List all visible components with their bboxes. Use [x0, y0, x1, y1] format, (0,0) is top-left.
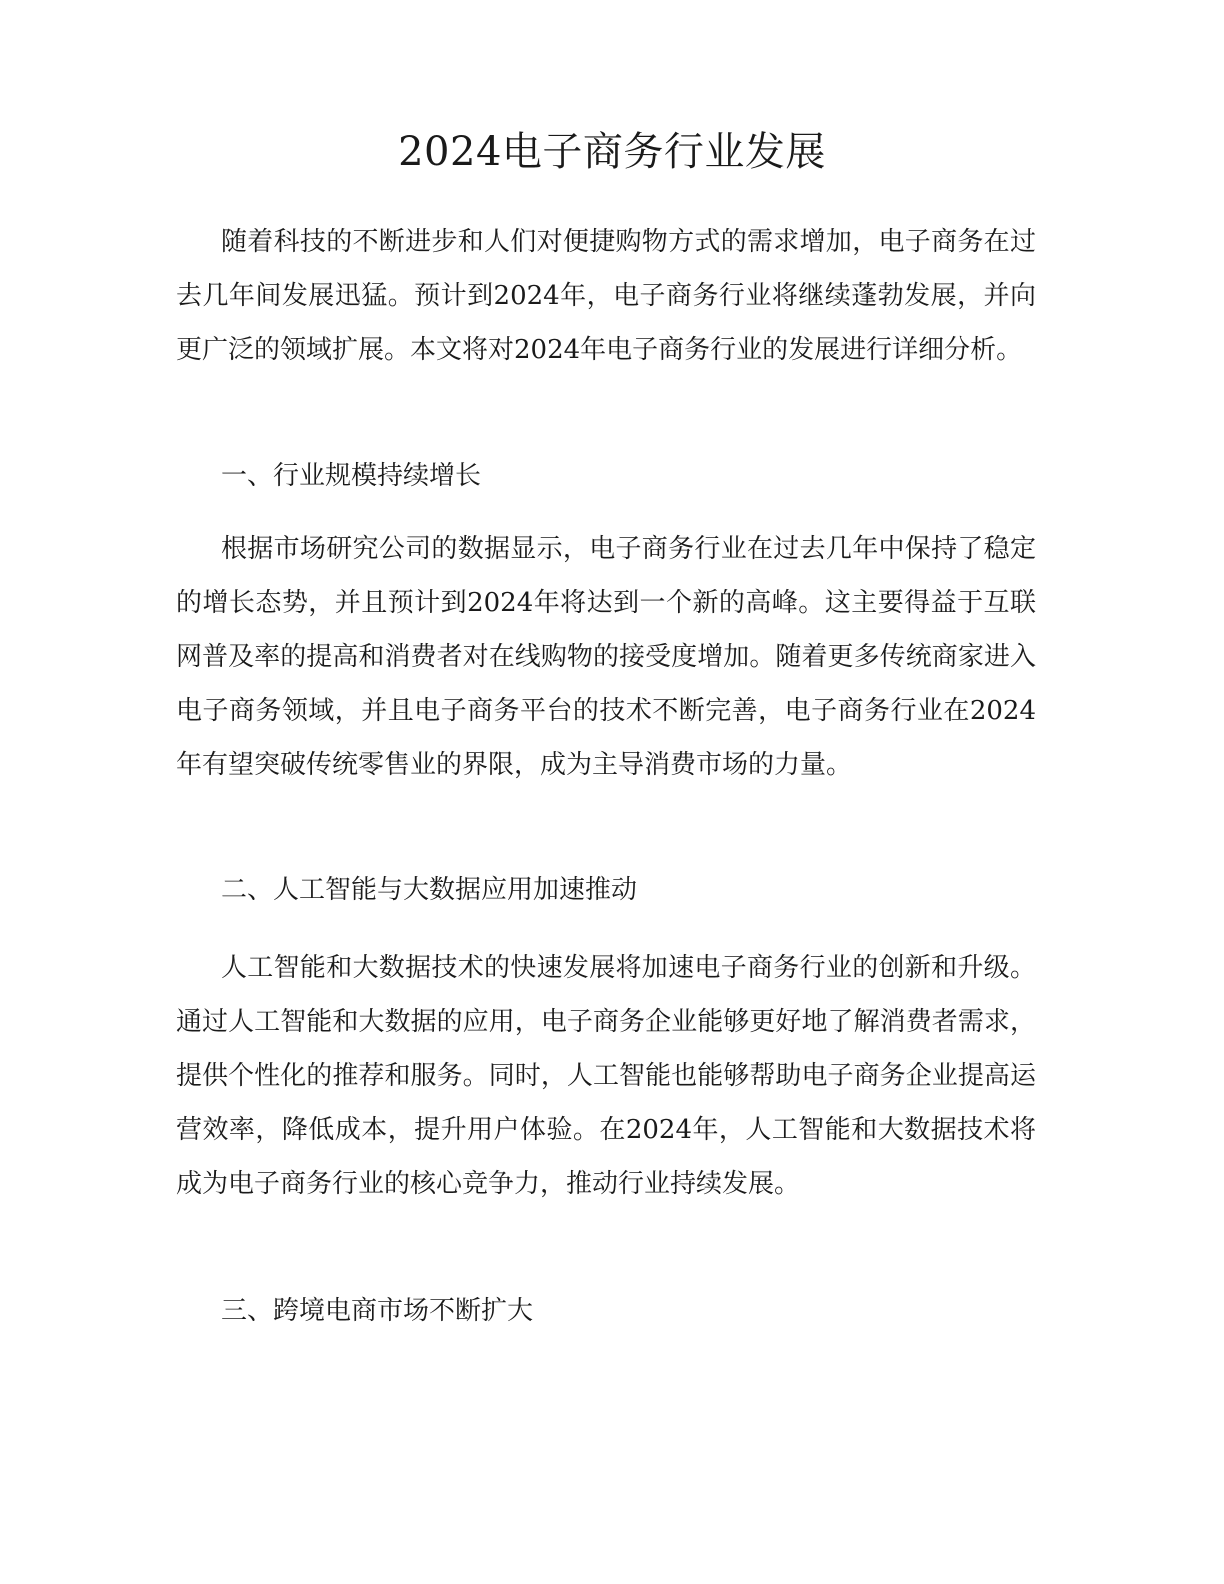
- section-heading-1: 一、行业规模持续增长: [221, 461, 482, 491]
- section-body-1: 根据市场研究公司的数据显示，电子商务行业在过去几年中保持了稳定的增长态势，并且预计到2024年将达到一个新的高峰。这主要得益于互联网普及率的提高和消费者对在线购物的接受度增加。随着更多传统商家进入电子商务领域，并且电子商务平台的技术不断完善，电子商务行业在2024年有望突破传统零售业的界限，成为主导消费市场的力量。: [176, 534, 1036, 780]
- section-heading-3: 三、跨境电商市场不断扩大: [221, 1296, 534, 1326]
- intro-paragraph: 随着科技的不断进步和人们对便捷购物方式的需求增加，电子商务在过去几年间发展迅猛。预计到2024年，电子商务行业将继续蓬勃发展，并向更广泛的领域扩展。本文将对2024年电子商务行业的发展进行详细分析。: [176, 227, 1036, 365]
- section-body-2: 人工智能和大数据技术的快速发展将加速电子商务行业的创新和升级。通过人工智能和大数据的应用，电子商务企业能够更好地了解消费者需求，提供个性化的推荐和服务。同时，人工智能也能够帮助电子商务企业提高运营效率，降低成本，提升用户体验。在2024年，人工智能和大数据技术将成为电子商务行业的核心竞争力，推动行业持续发展。: [176, 953, 1036, 1199]
- section-heading-2: 二、人工智能与大数据应用加速推动: [221, 875, 638, 905]
- document-title: 2024电子商务行业发展: [398, 129, 826, 175]
